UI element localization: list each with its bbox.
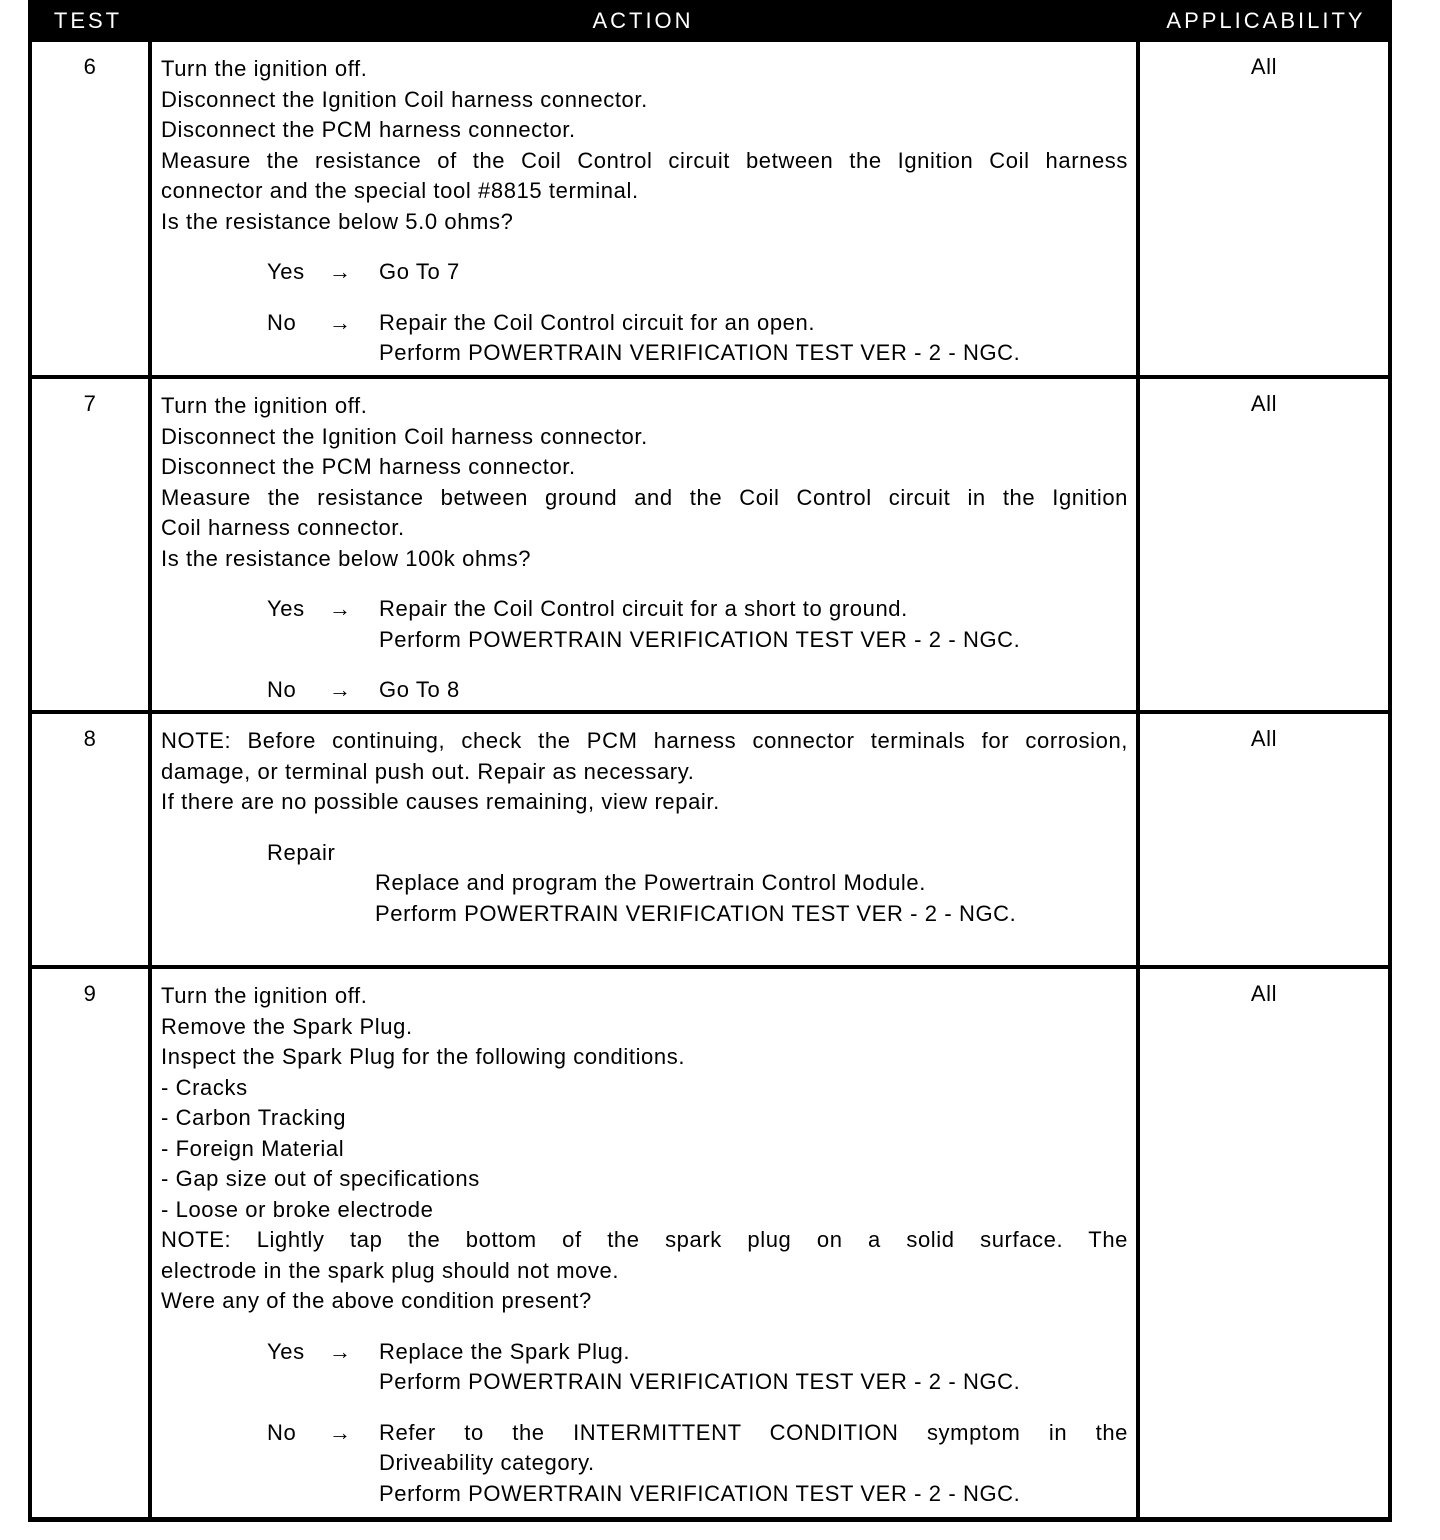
no-branch [161,308,1128,369]
applicability-7: All [1140,379,1388,710]
column-header-action: ACTION [592,8,694,33]
action-line: NOTE: Lightly tap the bottom of the spark plug on a solid surface. The [161,1227,1128,1252]
applicability-6: All [1140,42,1388,375]
test-number-7: 7 [32,379,148,710]
test-number-6: 6 [32,42,148,375]
action-line: Inspect the Spark Plug for the following conditions. [161,1044,686,1069]
column-header-applicability: APPLICABILITY [1166,8,1366,33]
arrow-right-icon: → [329,1338,352,1364]
test-number-8: 8 [32,714,148,965]
yes-label: Yes [267,596,305,621]
repair-line: Perform POWERTRAIN VERIFICATION TEST VER - 2 - NGC. [375,900,1017,926]
action-line: - Cracks [161,1074,248,1100]
branch-result: Repair the Coil Control circuit for a short to ground. Perform POWERTRAIN VERIFICATION TEST VER - 2 - NGC. [379,596,1021,652]
action-line: Were any of the above condition present? [161,1288,592,1313]
no-label: No [267,1419,297,1445]
action-line: - Gap size out of specifications [161,1166,480,1191]
action-line: damage, or terminal push out. Repair as necessary. [161,758,695,784]
yes-branch [161,594,1128,655]
action-line: Remove the Spark Plug. [161,1013,413,1039]
action-line: - Foreign Material [161,1135,345,1161]
action-cell-9 [152,969,1136,1517]
action-line: Disconnect the PCM harness connector. [161,117,576,142]
applicability-9: All [1140,969,1388,1517]
arrow-right-icon: → [329,596,352,621]
yes-label: Yes [267,259,305,284]
action-line: Coil harness connector. [161,515,405,540]
branch-result: Refer to the INTERMITTENT CONDITION symptom in the Driveability category. Perform POWERTRAIN VERIFICATION TEST VER - 2 - NGC. [379,1419,1128,1506]
yes-label: Yes [267,1338,305,1364]
branch-result: Replace the Spark Plug. Perform POWERTRAIN VERIFICATION TEST VER - 2 - NGC. [379,1338,1021,1394]
action-line: - Carbon Tracking [161,1105,347,1130]
action-line: Turn the ignition off. [161,56,368,81]
action-line: Is the resistance below 100k ohms? [161,545,532,571]
repair-line: Replace and program the Powertrain Control Module. [375,870,926,895]
yes-branch [161,257,1128,288]
action-cell-7 [152,379,1136,710]
action-line: Disconnect the Ignition Coil harness connector. [161,423,648,449]
action-line: - Loose or broke electrode [161,1196,434,1222]
action-cell-8 [152,714,1136,965]
arrow-right-icon: → [329,309,352,335]
no-label: No [267,309,297,335]
applicability-8: All [1140,714,1388,965]
action-line: Turn the ignition off. [161,393,368,418]
yes-branch [161,1337,1128,1398]
action-cell-6 [152,42,1136,375]
diagnostic-table [28,0,1392,1522]
branch-result: Repair the Coil Control circuit for an open. Perform POWERTRAIN VERIFICATION TEST VER - 2 - NGC. [379,309,1021,365]
no-label: No [267,677,297,702]
no-branch [161,1418,1128,1510]
column-header-test: TEST [53,8,123,33]
action-line: connector and the special tool #8815 terminal. [161,178,639,203]
action-line: NOTE: Before continuing, check the PCM harness connector terminals for corrosion, [161,728,1128,753]
action-line: Is the resistance below 5.0 ohms? [161,208,514,234]
action-line: electrode in the spark plug should not move. [161,1257,620,1283]
action-line: Measure the resistance of the Coil Control circuit between the Ignition Coil harness [161,147,1128,173]
action-line: Disconnect the PCM harness connector. [161,454,576,479]
arrow-right-icon: → [329,259,352,284]
no-branch [161,675,1128,706]
branch-result: Go To 7 [379,259,460,284]
action-line: Measure the resistance between ground and the Coil Control circuit in the Ignition [161,484,1128,510]
action-line: Disconnect the Ignition Coil harness connector. [161,86,648,112]
test-number-9: 9 [32,969,148,1517]
arrow-right-icon: → [329,677,352,702]
arrow-right-icon: → [329,1419,352,1445]
branch-result: Go To 8 [379,677,460,702]
repair-label: Repair [267,839,336,865]
action-line: Turn the ignition off. [161,983,368,1008]
action-line: If there are no possible causes remaining, view repair. [161,789,720,814]
